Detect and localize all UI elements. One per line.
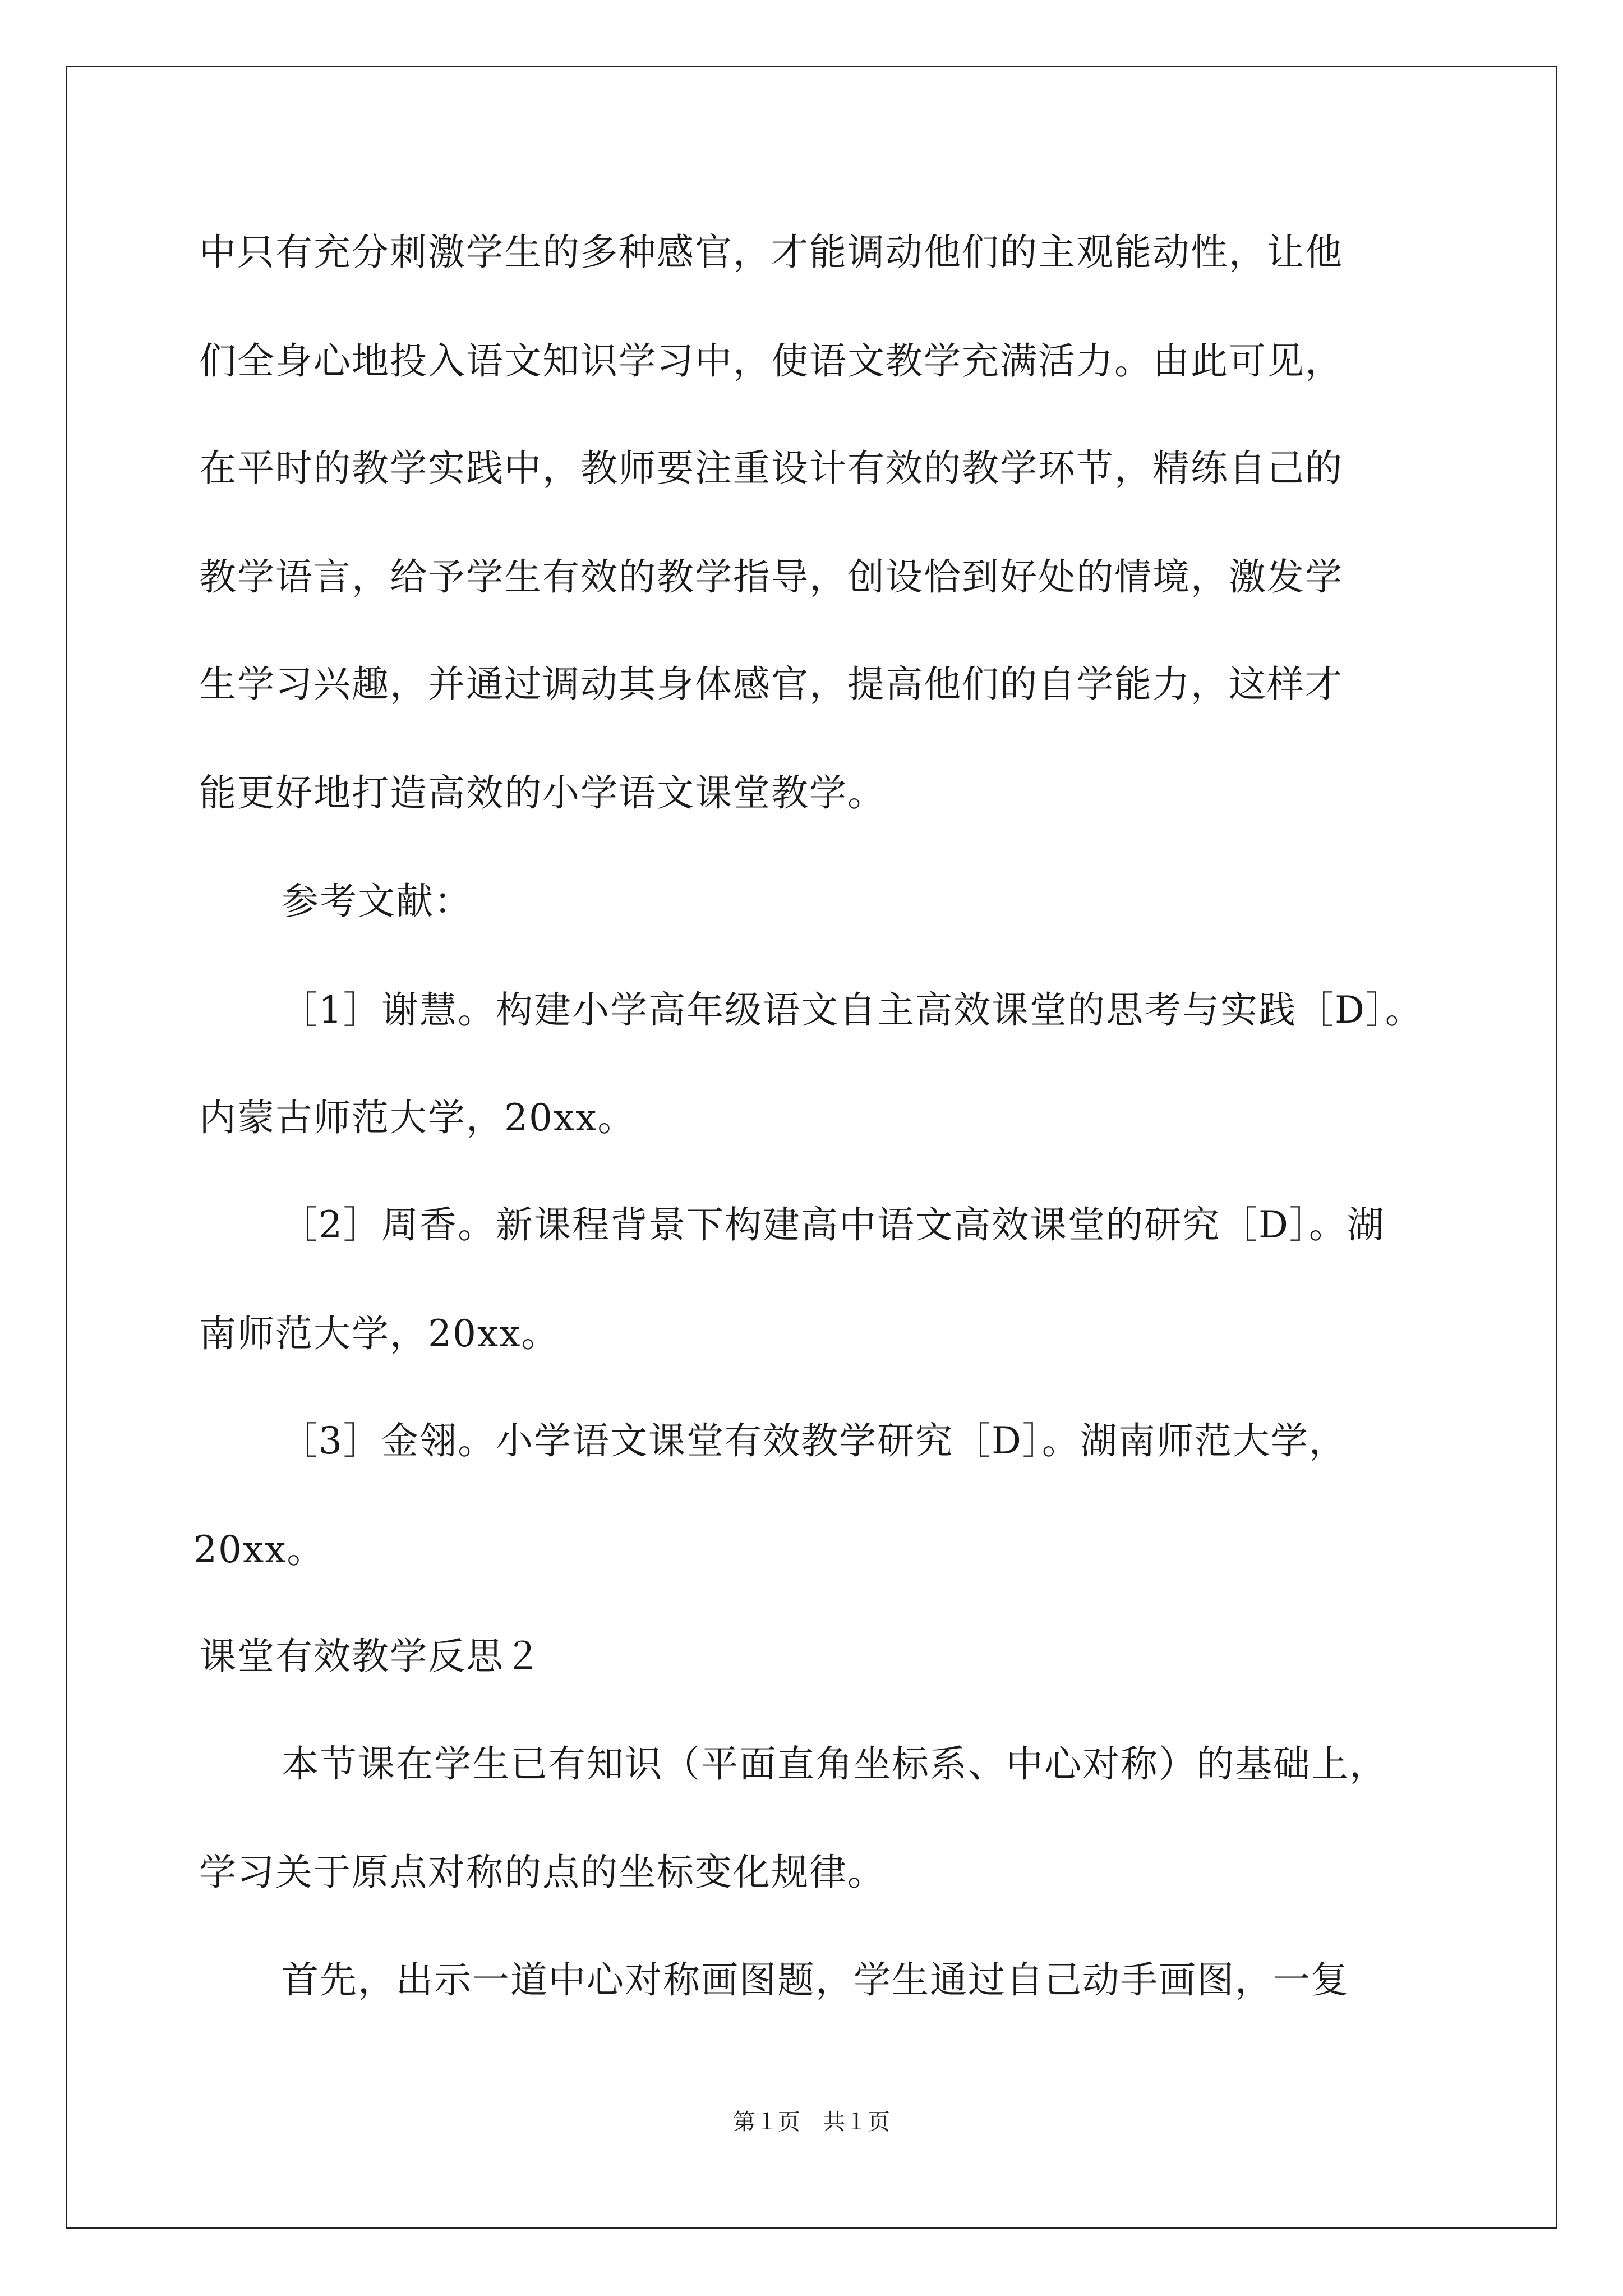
reference-item: ［1］谢慧。构建小学高年级语文自主高效课堂的思考与实践［D］。 (280, 988, 1423, 1032)
page-frame (66, 66, 1557, 2229)
reference-item-continuation: 南师范大学，20xx。 (199, 1312, 560, 1355)
text-line: 在平时的教学实践中，教师要注重设计有效的教学环节，精练自己的 (199, 447, 1343, 490)
text-line: 们全身心地投入语文知识学习中，使语文教学充满活力。由此可见， (199, 339, 1343, 383)
reference-item: ［3］金翎。小学语文课堂有效教学研究［D］。湖南师范大学， (280, 1419, 1347, 1462)
text-line: 学习关于原点对称的点的坐标变化规律。 (199, 1851, 886, 1894)
text-line: 生学习兴趣，并通过调动其身体感官，提高他们的自学能力，这样才 (199, 662, 1343, 706)
text-line: 中只有充分刺激学生的多种感官，才能调动他们的主观能动性，让他 (199, 231, 1343, 274)
text-line: 教学语言，给予学生有效的教学指导，创设恰到好处的情境，激发学 (199, 555, 1343, 599)
section-heading-references: 参考文献： (282, 880, 472, 923)
page-footer: 第１页 共１页 (733, 2109, 890, 2135)
reference-item-continuation: 内蒙古师范大学，20xx。 (199, 1096, 636, 1139)
text-line: 本节课在学生已有知识（平面直角坐标系、中心对称）的基础上， (282, 1742, 1387, 1786)
reference-item: ［2］周香。新课程背景下构建高中语文高效课堂的研究［D］。湖 (280, 1203, 1385, 1246)
text-line: 能更好地打造高效的小学语文课堂教学。 (199, 771, 886, 815)
text-line: 首先，出示一道中心对称画图题，学生通过自己动手画图，一复 (282, 1958, 1349, 2001)
section-title: 课堂有效教学反思２ (199, 1635, 542, 1678)
reference-item-continuation: 20xx。 (193, 1528, 325, 1571)
